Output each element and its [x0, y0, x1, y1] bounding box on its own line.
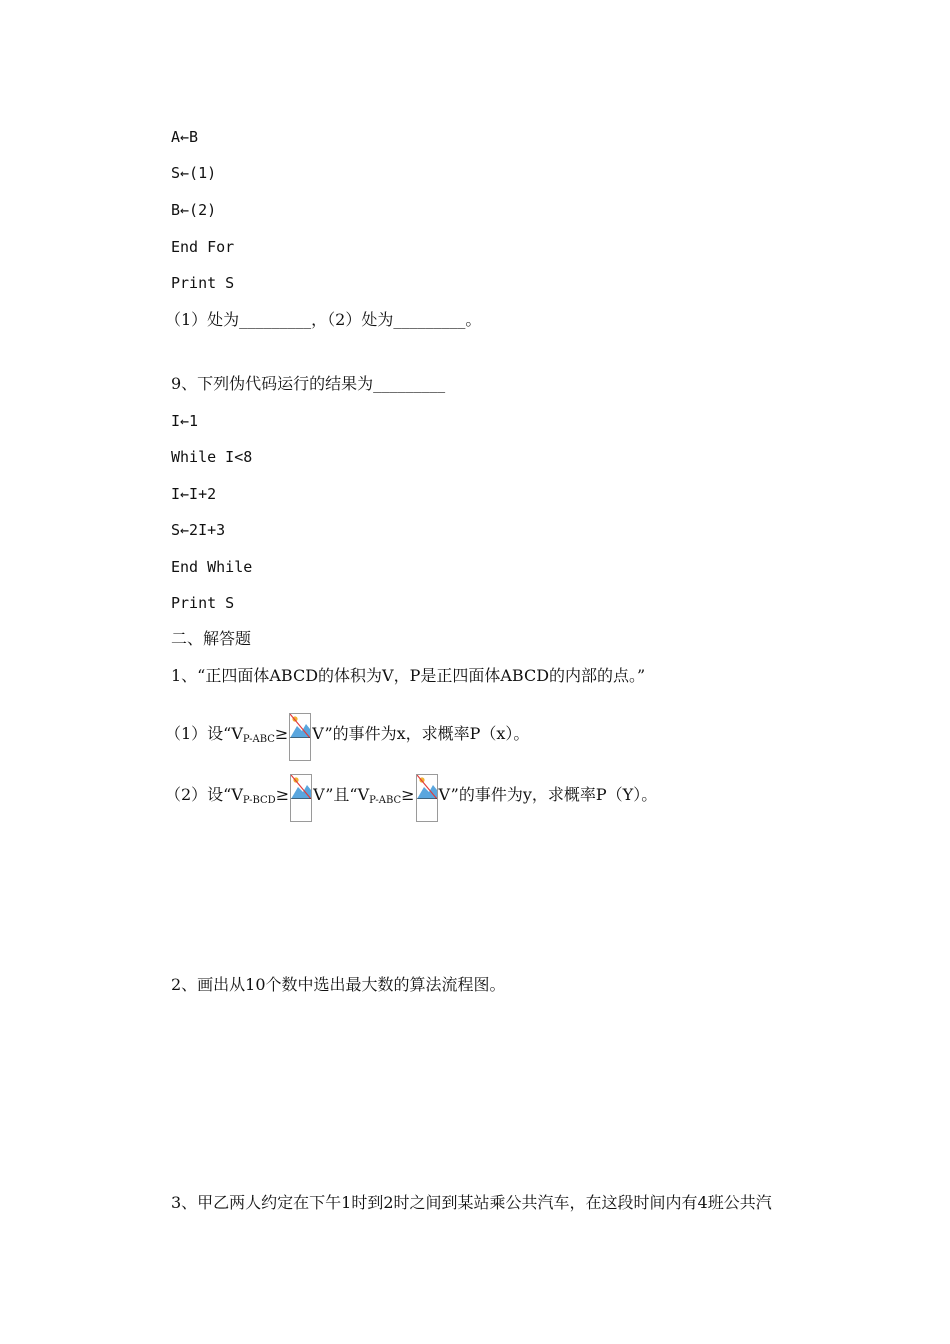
broken-image-icon — [289, 713, 311, 761]
code-line: While I<8 — [171, 448, 253, 466]
code-line: B←(2) — [171, 201, 217, 219]
code-line: End For — [171, 238, 235, 256]
code-line: S←2I+3 — [171, 521, 226, 539]
text-run: （2）设“V — [165, 785, 243, 804]
text-run: ≥ — [274, 724, 289, 743]
text-run: V”且“V — [313, 785, 370, 804]
code-line: Print S — [171, 594, 235, 612]
text-run: V”的事件为y，求概率P（Y）。 — [438, 785, 658, 804]
broken-image-icon — [416, 774, 438, 822]
problem-1-part-1 — [165, 713, 529, 761]
code-line: S←(1) — [171, 164, 217, 182]
subscript: P-ABC — [242, 734, 275, 745]
text-run: V”的事件为x，求概率P（x）。 — [312, 724, 530, 743]
problem-2: 2、画出从10个数中选出最大数的算法流程图。 — [171, 975, 506, 994]
broken-image-icon — [290, 774, 312, 822]
code-line: A←B — [171, 128, 199, 146]
code-line: Print S — [171, 274, 235, 292]
text-run: （1）设“V — [165, 724, 243, 743]
section-title: 二、解答题 — [171, 629, 252, 648]
code-line: End While — [171, 558, 253, 576]
q8-answer-blanks: （1）处为_________，（2）处为_________。 — [165, 310, 482, 329]
subscript: P-ABC — [369, 795, 402, 806]
code-line: I←I+2 — [171, 485, 217, 503]
subscript: P-BCD — [242, 795, 276, 806]
code-line: I←1 — [171, 412, 199, 430]
text-run: ≥ — [275, 785, 290, 804]
problem-1-stem: 1、“正四面体ABCD的体积为V，P是正四面体ABCD的内部的点。” — [171, 666, 646, 685]
problem-3: 3、甲乙两人约定在下午1时到2时之间到某站乘公共汽车，在这段时间内有4班公共汽 — [171, 1193, 772, 1212]
problem-1-part-2 — [165, 774, 657, 822]
text-run: ≥ — [401, 785, 415, 804]
q9-title: 9、下列伪代码运行的结果为_________ — [171, 374, 446, 393]
